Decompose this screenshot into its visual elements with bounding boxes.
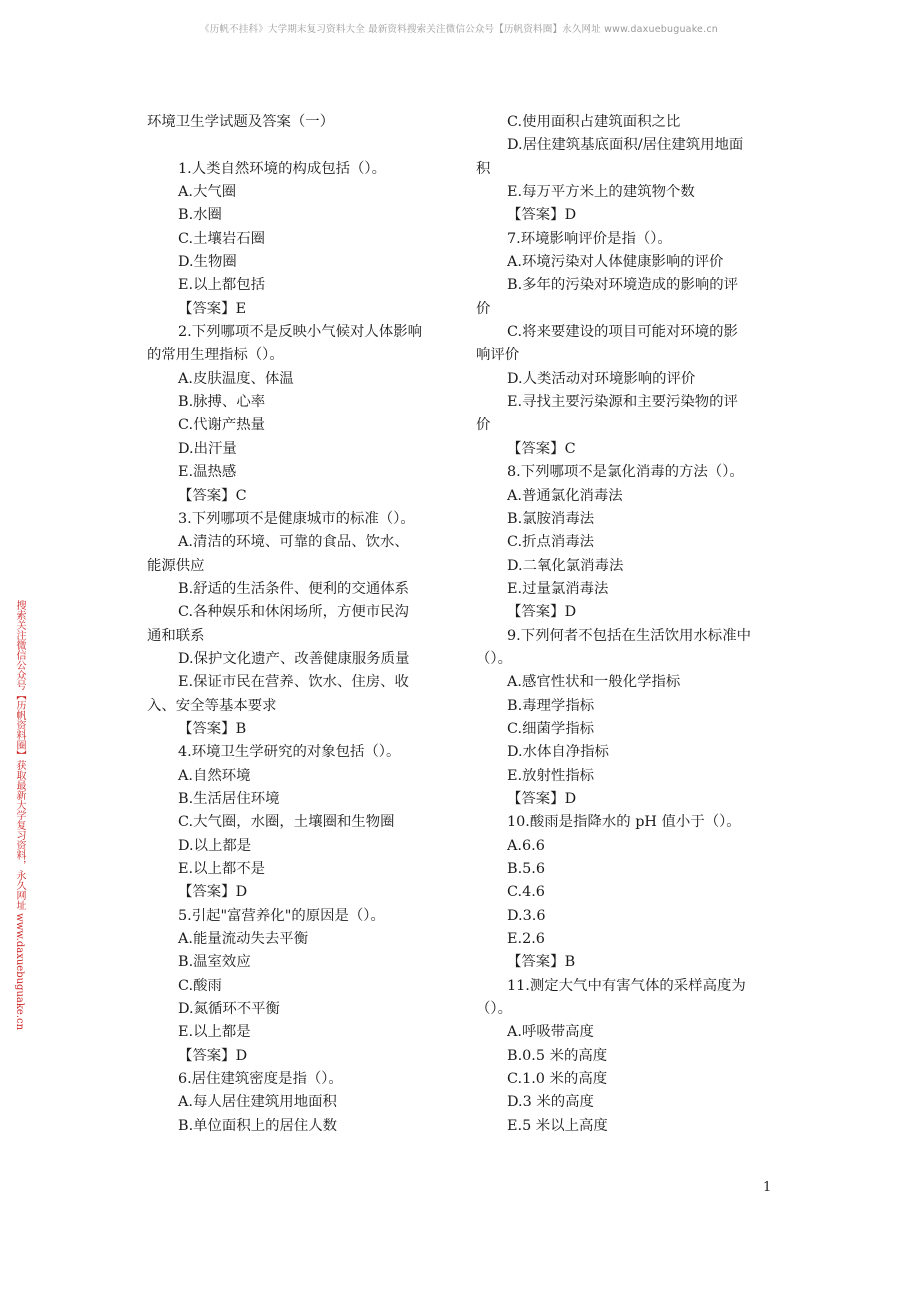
text-line: E.2.6 (507, 931, 545, 948)
text-line: B.0.5 米的高度 (507, 1047, 608, 1064)
text-line: E.过量氯消毒法 (507, 580, 609, 597)
text-line: 【答案】E (178, 300, 247, 317)
text-line: A.每人居住建筑用地面积 (178, 1094, 337, 1111)
text-line: C.细菌学指标 (507, 720, 595, 737)
text-line: 【答案】D (507, 604, 577, 621)
text-line: A.环境污染对人体健康影响的评价 (507, 254, 724, 271)
text-line: 入、安全等基本要求 (147, 697, 277, 714)
text-line: D.3.6 (507, 907, 546, 924)
text-line: 6.居住建筑密度是指（）。 (178, 1071, 343, 1088)
text-line: C.各种娱乐和休闲场所，方便市民沟 (178, 604, 409, 621)
text-line: 11.测定大气中有害气体的采样高度为 (507, 977, 746, 994)
text-line: D.3 米的高度 (507, 1094, 594, 1111)
text-line: C.将来要建设的项目可能对环境的影 (507, 324, 738, 341)
text-line: A.普通氯化消毒法 (507, 487, 623, 504)
left-column (147, 111, 447, 1138)
text-line: 环境卫生学试题及答案（一） (147, 114, 335, 130)
text-line: B.水圈 (178, 207, 222, 224)
text-line: 价 (476, 300, 491, 317)
text-line: C.折点消毒法 (507, 534, 595, 551)
text-line: 【答案】D (507, 790, 577, 807)
right-column (476, 111, 781, 1138)
text-line: 4.环境卫生学研究的对象包括（）。 (178, 744, 401, 761)
text-line: B.多年的污染对环境造成的影响的评 (507, 277, 739, 294)
text-line: B.脉搏、心率 (178, 394, 266, 411)
text-line: D.出汗量 (178, 440, 237, 457)
text-line: E.寻找主要污染源和主要污染物的评 (507, 394, 738, 411)
text-line: B.5.6 (507, 861, 546, 877)
text-line: E.以上都不是 (178, 861, 266, 877)
text-line: B.氯胺消毒法 (507, 510, 595, 527)
text-line: 9.下列何者不包括在生活饮用水标准中 (507, 627, 751, 644)
text-line: D.保护文化遗产、改善健康服务质量 (178, 650, 410, 667)
text-line: C.代谢产热量 (178, 417, 266, 434)
text-line: A.自然环境 (178, 767, 251, 784)
text-line: 【答案】B (178, 720, 247, 737)
text-line (147, 134, 447, 157)
text-line: D.以上都是 (178, 837, 252, 854)
text-line: A.感官性状和一般化学指标 (507, 674, 681, 691)
text-line: 10.酸雨是指降水的 pH 值小于（）。 (507, 814, 741, 831)
text-line: 响评价 (476, 347, 520, 364)
text-line: 【答案】D (178, 884, 248, 901)
text-line: A.清洁的环境、可靠的食品、饮水、 (178, 534, 409, 551)
text-line: D.氮循环不平衡 (178, 1001, 280, 1018)
text-line: （）。 (476, 1001, 512, 1018)
text-line: B.生活居住环境 (178, 790, 280, 807)
text-line: D.二氧化氯消毒法 (507, 557, 624, 574)
text-line: 8.下列哪项不是氯化消毒的方法（）。 (507, 464, 744, 481)
text-line: 【答案】C (507, 440, 576, 457)
text-line: A.能量流动失去平衡 (178, 931, 309, 948)
text-line: 【答案】D (178, 1047, 248, 1064)
text-line: A.呼吸带高度 (507, 1024, 594, 1041)
text-line: E.温热感 (178, 464, 237, 481)
text-line: 的常用生理指标（）。 (147, 347, 284, 364)
text-line: E.放射性指标 (507, 767, 595, 784)
text-line: C.酸雨 (178, 977, 222, 994)
text-line: 积 (476, 160, 491, 177)
text-line: 【答案】C (178, 487, 247, 504)
text-line: C.1.0 米的高度 (507, 1071, 608, 1088)
text-line: B.毒理学指标 (507, 697, 595, 714)
text-line: 7.环境影响评价是指（）。 (507, 230, 672, 247)
text-line: 能源供应 (147, 557, 205, 574)
text-line: E.以上都是 (178, 1024, 251, 1041)
text-line: C.4.6 (507, 884, 545, 901)
text-line: E.保证市民在营养、饮水、住房、收 (178, 674, 409, 691)
text-line: E.5 米以上高度 (507, 1117, 608, 1134)
text-line: A.大气圈 (178, 184, 237, 201)
text-line: 3.下列哪项不是健康城市的标准（）。 (178, 510, 415, 527)
text-line: A.皮肤温度、体温 (178, 370, 294, 387)
page-header-watermark: 《历帆不挂科》大学期末复习资料大全 最新资料搜索关注微信公众号【历帆资料圈】永久网址 www.daxuebuguake.cn (200, 24, 718, 35)
text-line: 【答案】B (507, 954, 576, 971)
text-line: C.土壤岩石圈 (178, 230, 266, 247)
text-line: A.6.6 (507, 837, 545, 854)
text-line: D.居住建筑基底面积/居住建筑用地面 (507, 137, 744, 154)
page-number: 1 (763, 1180, 772, 1195)
text-line: D.水体自净指标 (507, 744, 609, 761)
text-line: 价 (476, 417, 491, 434)
text-line: 2.下列哪项不是反映小气候对人体影响 (178, 324, 422, 341)
text-line: B.舒适的生活条件、便利的交通体系 (178, 580, 410, 597)
text-line: C.使用面积占建筑面积之比 (507, 114, 681, 130)
text-line: B.温室效应 (178, 954, 251, 971)
side-watermark: 搜索关注微信公众号【历帆资料圈】获取最新大学复习资料，永久网址 www.daxuebuguake.cn (14, 600, 25, 1031)
text-line: B.单位面积上的居住人数 (178, 1117, 338, 1134)
text-line: 5.引起"富营养化"的原因是（）。 (178, 907, 385, 924)
text-line: 通和联系 (147, 627, 205, 644)
text-line: 【答案】D (507, 207, 577, 224)
text-line: E.每万平方米上的建筑物个数 (507, 184, 695, 201)
text-line: D.生物圈 (178, 254, 237, 271)
text-line: D.人类活动对环境影响的评价 (507, 370, 696, 387)
text-line: 1.人类自然环境的构成包括（）。 (178, 160, 386, 177)
text-line: E.以上都包括 (178, 277, 266, 294)
text-line: C.大气圈，水圈，土壤圈和生物圈 (178, 814, 395, 831)
text-line: （）。 (476, 650, 512, 667)
